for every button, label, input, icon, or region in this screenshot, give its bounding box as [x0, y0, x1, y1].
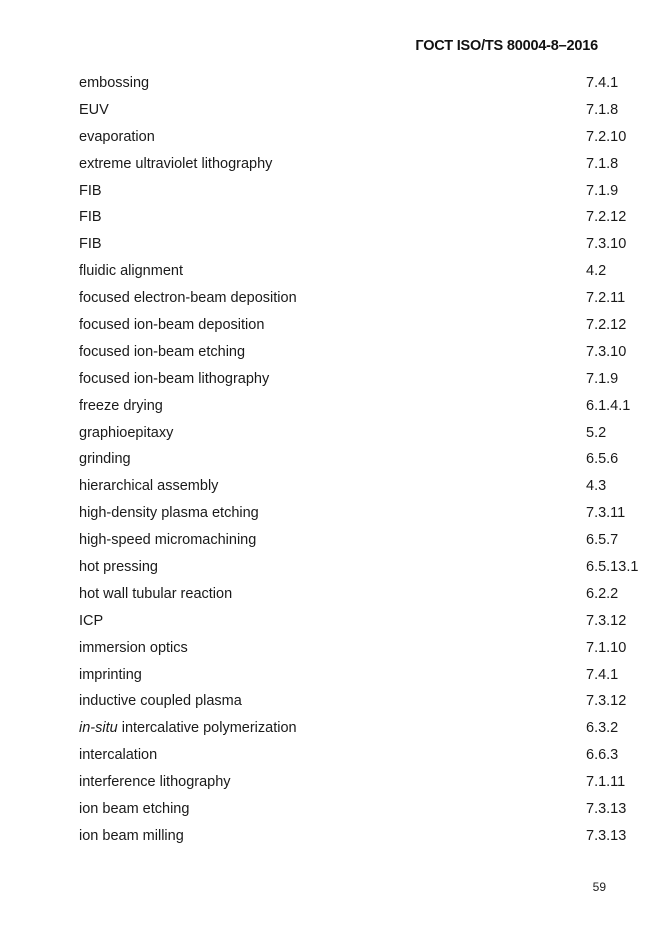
- index-term-text: embossing: [79, 75, 150, 91]
- index-term: [79, 742, 157, 769]
- index-ref: 6.1.4.1: [586, 397, 631, 414]
- index-entry: [79, 124, 659, 151]
- index-term-text: extreme ultraviolet lithography: [79, 155, 273, 172]
- index-entry: [79, 527, 659, 554]
- index-term-text: intercalation: [79, 747, 158, 764]
- index-list: [79, 70, 659, 850]
- index-term-text: graphioepitaxy: [79, 424, 174, 441]
- index-entry: [79, 151, 659, 178]
- index-term-text: FIB: [79, 209, 102, 226]
- index-ref: 7.2.12: [586, 317, 627, 334]
- index-term: [79, 70, 149, 97]
- index-term: [79, 823, 184, 850]
- index-ref: 7.1.9: [586, 370, 619, 387]
- index-term-text: EUV: [79, 101, 109, 118]
- index-entry: [79, 420, 659, 447]
- index-entry: [79, 285, 659, 312]
- index-entry: [79, 688, 659, 715]
- index-ref: 6.2.2: [586, 585, 619, 602]
- index-ref: 7.4.1: [586, 666, 619, 683]
- index-term-text: high-speed micromachining: [79, 532, 257, 549]
- index-term-text: fluidic alignment: [79, 263, 183, 280]
- index-term: [79, 204, 102, 231]
- index-term-text: interference lithography: [79, 774, 231, 791]
- index-ref: 7.1.11: [586, 774, 626, 791]
- index-entry: [79, 769, 659, 796]
- index-ref: 6.5.6: [586, 451, 619, 468]
- index-term-italic: in-situ: [79, 720, 118, 737]
- index-entry: [79, 393, 659, 420]
- index-ref: 6.5.13.1: [586, 559, 639, 576]
- index-entry: [79, 823, 659, 850]
- index-entry: [79, 70, 659, 97]
- index-term: [79, 312, 264, 339]
- index-term: [79, 473, 218, 500]
- index-entry: [79, 339, 659, 366]
- index-ref: 7.3.12: [586, 693, 627, 710]
- index-term: [79, 97, 109, 124]
- index-ref: 7.1.8: [586, 155, 619, 172]
- index-ref: 7.3.12: [586, 612, 627, 629]
- index-term: [79, 124, 155, 151]
- index-term: [79, 581, 232, 608]
- index-entry: [79, 446, 659, 473]
- index-ref: 7.3.11: [586, 505, 626, 522]
- index-term-text: focused ion-beam lithography: [79, 370, 270, 387]
- index-entry: [79, 662, 659, 689]
- index-entry: [79, 97, 659, 124]
- index-term-text: immersion optics: [79, 639, 188, 656]
- index-entry: [79, 581, 659, 608]
- index-term: [79, 662, 142, 689]
- index-entry: [79, 635, 659, 662]
- index-term-text: FIB: [79, 182, 102, 199]
- index-term-text: grinding: [79, 451, 131, 468]
- index-term: [79, 527, 256, 554]
- index-ref: 6.5.7: [586, 532, 619, 549]
- index-term: [79, 258, 183, 285]
- index-entry: [79, 715, 659, 742]
- index-entry: [79, 554, 659, 581]
- index-term: [79, 715, 297, 742]
- index-ref: 7.2.10: [586, 128, 627, 145]
- index-term: [79, 446, 131, 473]
- index-ref: 4.3: [586, 478, 607, 495]
- index-term-text: high-density plasma etching: [79, 505, 259, 522]
- index-term-text: ion beam etching: [79, 801, 190, 818]
- index-term: [79, 366, 269, 393]
- index-term-text: focused ion-beam etching: [79, 343, 246, 360]
- index-term: [79, 769, 231, 796]
- index-term: [79, 393, 163, 420]
- index-term-text: freeze drying: [79, 397, 163, 414]
- index-ref: 6.6.3: [586, 747, 619, 764]
- index-entry: [79, 473, 659, 500]
- index-term-text: hot wall tubular reaction: [79, 585, 233, 602]
- index-term: [79, 285, 297, 312]
- index-entry: [79, 796, 659, 823]
- index-term: [79, 151, 272, 178]
- index-ref: 7.1.9: [586, 182, 619, 199]
- index-term: [79, 420, 173, 447]
- index-ref: 7.3.10: [586, 236, 627, 253]
- index-ref: 7.2.12: [586, 209, 627, 226]
- index-term-text: ICP: [79, 612, 104, 629]
- index-entry: [79, 608, 659, 635]
- index-ref: 7.3.10: [586, 343, 627, 360]
- index-term-text: focused electron-beam deposition: [79, 290, 297, 307]
- index-term: [79, 608, 103, 635]
- index-ref: 7.3.13: [586, 801, 627, 818]
- index-entry: [79, 204, 659, 231]
- index-entry: [79, 178, 659, 205]
- document-header: ГОСТ ISO/TS 80004-8–2016: [415, 38, 598, 54]
- index-entry: [79, 500, 659, 527]
- index-term: [79, 688, 242, 715]
- index-term-text: evaporation: [79, 128, 155, 145]
- index-term: [79, 554, 158, 581]
- index-term-text: ion beam milling: [79, 827, 184, 844]
- index-ref: 4.2: [586, 263, 607, 280]
- index-ref: 7.4.1: [586, 75, 619, 91]
- index-term-text: FIB: [79, 236, 102, 253]
- index-ref: 5.2: [586, 424, 607, 441]
- index-term-text: inductive coupled plasma: [79, 693, 242, 710]
- index-term: [79, 796, 189, 823]
- index-ref: 6.3.2: [586, 720, 619, 737]
- index-term-text: hierarchical assembly: [79, 478, 219, 495]
- index-term-text: imprinting: [79, 666, 142, 683]
- index-entry: [79, 312, 659, 339]
- index-term: [79, 339, 245, 366]
- page-number: 59: [592, 880, 606, 894]
- index-ref: 7.1.10: [586, 639, 627, 656]
- index-term-text: focused ion-beam deposition: [79, 317, 265, 334]
- index-term: [79, 635, 188, 662]
- index-term: [79, 178, 102, 205]
- index-entry: [79, 258, 659, 285]
- index-ref: 7.2.11: [586, 290, 626, 307]
- index-term: [79, 500, 259, 527]
- index-term-text: hot pressing: [79, 559, 158, 576]
- index-entry: [79, 231, 659, 258]
- index-ref: 7.1.8: [586, 101, 619, 118]
- index-ref: 7.3.13: [586, 827, 627, 844]
- index-entry: [79, 742, 659, 769]
- index-entry: [79, 366, 659, 393]
- index-term: [79, 231, 102, 258]
- index-term-text: intercalative polymerization: [117, 720, 297, 737]
